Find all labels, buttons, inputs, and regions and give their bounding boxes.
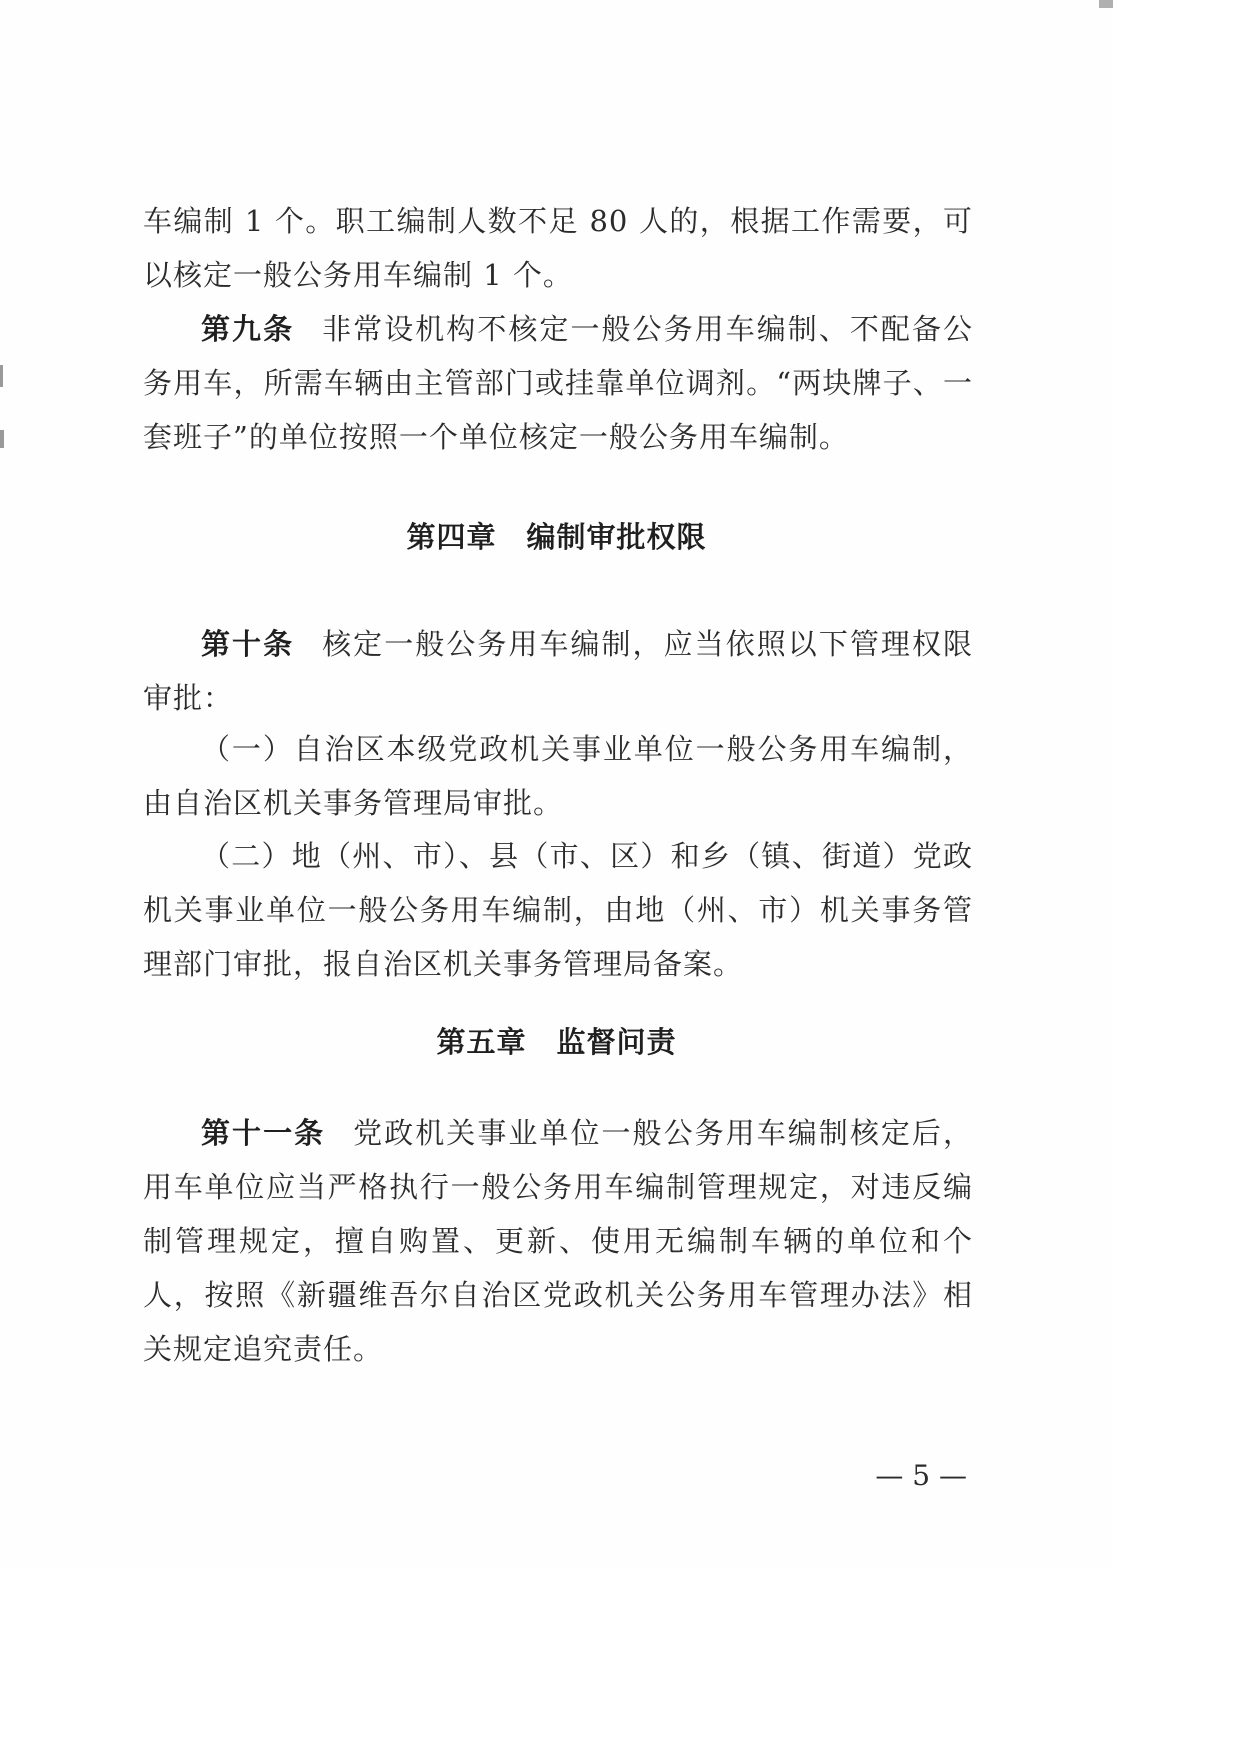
chapter-number: 第五章 [436,1025,527,1059]
chapter-heading-5 [0,1022,1113,1062]
chapter-heading-4 [0,517,1113,557]
scan-artifact [1099,0,1113,8]
paragraph-text: 车编制 1 个。职工编制人数不足 80 人的，根据工作需要，可以核定一般公务用车编制 1 个。 [143,204,973,292]
article-10 [143,617,973,725]
chapter-number: 第四章 [406,520,497,554]
list-item-1 [143,722,973,830]
page-number: — 5 — [875,1459,967,1492]
article-text: 核定一般公务用车编制，应当依照以下管理权限审批： [143,627,973,715]
chapter-title: 监督问责 [556,1025,677,1059]
article-label: 第十一条 [201,1116,326,1150]
list-item-text: （一）自治区本级党政机关事业单位一般公务用车编制，由自治区机关事务管理局审批。 [143,732,973,820]
article-11 [143,1106,973,1376]
paragraph-continuation [143,194,973,302]
article-text: 党政机关事业单位一般公务用车编制核定后，用车单位应当严格执行一般公务用车编制管理规定，对违反编制管理规定，擅自购置、更新、使用无编制车辆的单位和个人，按照《新疆维吾尔自治区党政机关公务用车管理办法》相关规定追究责任。 [143,1116,973,1366]
article-9 [143,302,973,464]
list-item-2 [143,829,973,991]
list-item-text: （二）地（州、市）、县（市、区）和乡（镇、街道）党政机关事业单位一般公务用车编制，由地（州、市）机关事务管理部门审批，报自治区机关事务管理局备案。 [143,839,973,981]
article-label: 第十条 [201,627,295,661]
scan-artifact [0,365,3,387]
chapter-title: 编制审批权限 [526,520,707,554]
article-label: 第九条 [201,312,295,346]
scan-artifact [0,430,4,448]
article-text: 非常设机构不核定一般公务用车编制、不配备公务用车，所需车辆由主管部门或挂靠单位调剂。“两块牌子、一套班子”的单位按照一个单位核定一般公务用车编制。 [143,312,973,454]
